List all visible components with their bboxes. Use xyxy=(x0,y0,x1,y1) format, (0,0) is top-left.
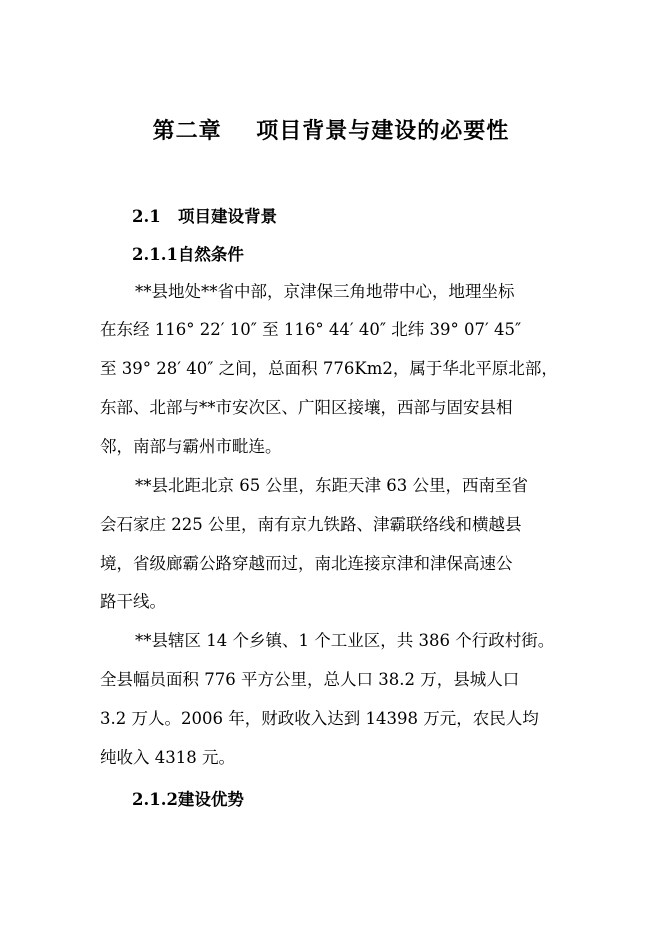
paragraph-3-line-2: 全县幅员面积 776 平方公里，总人口 38.2 万，县城人口 xyxy=(100,670,520,689)
paragraph-2-line-3: 境，省级廊霸公路穿越而过，南北连接京津和津保高速公 xyxy=(100,554,513,573)
paragraph-3-line-1: **县辖区 14 个乡镇、1 个工业区，共 386 个行政村街。 xyxy=(135,631,555,650)
chapter-title: 第二章 项目背景与建设的必要性 xyxy=(152,118,510,144)
paragraph-2-line-1: **县北距北京 65 公里，东距天津 63 公里，西南至省 xyxy=(135,476,528,495)
paragraph-1-line-4: 东部、北部与**市安次区、广阳区接壤，西部与固安县相 xyxy=(100,398,513,417)
paragraph-3-line-3: 3.2 万人。2006 年，财政收入达到 14398 万元，农民人均 xyxy=(100,709,539,728)
section-heading-2-1: 2.1 项目建设背景 xyxy=(132,207,277,226)
section-heading-2-1-2: 2.1.2建设优势 xyxy=(132,790,244,809)
paragraph-2-line-4: 路干线。 xyxy=(100,592,166,611)
paragraph-1-line-1: **县地处**省中部，京津保三角地带中心，地理坐标 xyxy=(135,282,515,301)
paragraph-2-line-2: 会石家庄 225 公里，南有京九铁路、津霸联络线和横越县 xyxy=(100,515,522,534)
paragraph-1-line-2: 在东经 116° 22′ 10″ 至 116° 44′ 40″ 北纬 39° 07′ 45″ xyxy=(100,320,522,339)
paragraph-3-line-4: 纯收入 4318 元。 xyxy=(100,748,235,767)
paragraph-1-line-3: 至 39° 28′ 40″ 之间，总面积 776Km2，属于华北平原北部， xyxy=(100,359,558,378)
section-heading-2-1-1: 2.1.1自然条件 xyxy=(132,245,244,264)
paragraph-1-line-5: 邻，南部与霸州市毗连。 xyxy=(100,437,282,456)
